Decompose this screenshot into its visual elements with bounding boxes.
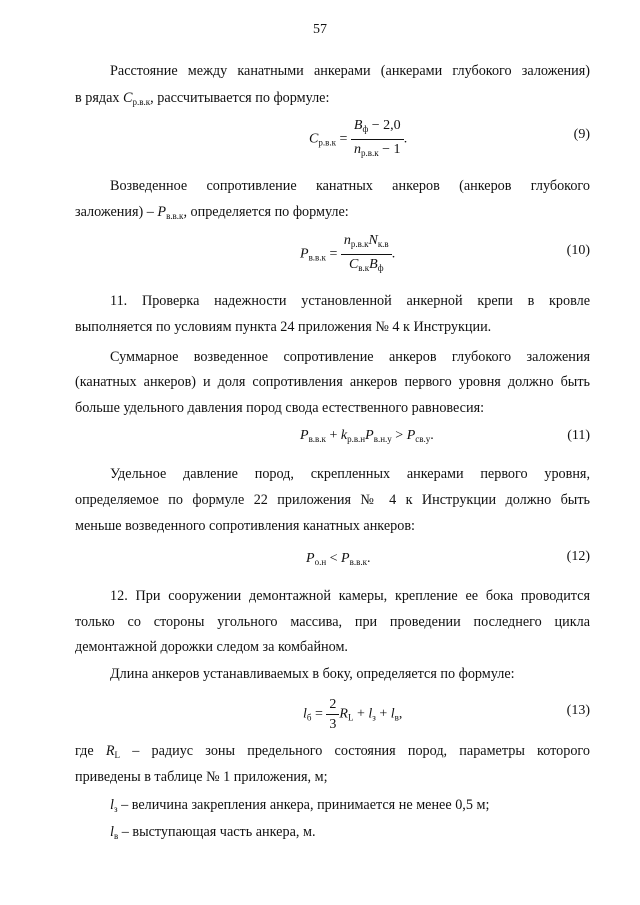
paragraph-4-line-2: (канатных анкеров) и доля сопротивления анкеров первого уровня должно быть: [75, 374, 590, 390]
equation-number-9: (9): [573, 127, 590, 142]
equation-12: $P_{о.н} < P_{в.в.к}$.: [306, 551, 371, 567]
paragraph-2-line-2: заложения) – $P_{в.в.к}$, определяется по формуле:: [75, 204, 349, 221]
definition-lv: $l_в$ – выступающая часть анкера, м.: [110, 824, 316, 841]
equation-number-12: (12): [566, 549, 590, 564]
paragraph-6-line-2: только со стороны угольного массива, при проведении последнего цикла: [75, 614, 590, 630]
paragraph-3-line-2: выполняется по условиям пункта 24 приложения № 4 к Инструкции.: [75, 319, 492, 335]
paragraph-6-line-1: 12. При сооружении демонтажной камеры, крепление ее бока проводится: [110, 588, 590, 604]
paragraph-8-line-2: приведены в таблице № 1 приложения, м;: [75, 769, 328, 785]
fraction: $\frac{2}{3}$: [326, 696, 339, 733]
paragraph-7-line-1: Длина анкеров устанавливаемых в боку, определяется по формуле:: [110, 666, 515, 682]
fraction: $\frac{n_{р.в.к}N_{к.в}}{C_{в.к}B_ф}$: [341, 232, 392, 277]
paragraph-2-line-1: Возведенное сопротивление канатных анкеров (анкеров глубокого: [110, 178, 590, 194]
paragraph-1-line-1: Расстояние между канатными анкерами (анкерами глубокого заложения): [110, 63, 590, 79]
paragraph-5-line-3: меньше возведенного сопротивления канатных анкеров:: [75, 518, 415, 534]
equation-13: $l_б$ = $\frac{2}{3}$ $R_L + l_з + l_в$,: [303, 697, 403, 732]
paragraph-8-line-1: где $R_L$ – радиус зоны предельного состояния пород, параметры которого: [75, 743, 590, 760]
paragraph-1-line-2: в рядах $C_{р.в.к}$, рассчитывается по формуле:: [75, 90, 330, 107]
paragraph-4-line-3: больше удельного давления пород свода естественного равновесия:: [75, 400, 485, 416]
equation-number-13: (13): [566, 703, 590, 718]
equation-10: $P_{в.в.к}$ = $\frac{n_{р.в.к}N_{к.в}}{C_{в.к}B_ф}$ .: [300, 232, 395, 277]
equation-11: $P_{в.в.к} + k_{р.в.н}P_{в.н.у} > P_{св.у}$.: [300, 428, 434, 444]
paragraph-5-line-1: Удельное давление пород, скрепленных анкерами первого уровня,: [110, 466, 590, 482]
fraction: $\frac{B_ф - 2,0}{n_{р.в.к} - 1}$: [351, 117, 404, 162]
equation-number-11: (11): [567, 428, 590, 443]
paragraph-5-line-2: определяемое по формуле 22 приложения № 4 к Инструкции должно быть: [75, 492, 590, 508]
page-number: 57: [313, 22, 327, 37]
equation-number-10: (10): [566, 243, 590, 258]
definition-lz: $l_з$ – величина закрепления анкера, принимается не менее 0,5 м;: [110, 797, 490, 814]
equation-9: $C_{р.в.к}$ = $\frac{B_ф - 2,0}{n_{р.в.к} - 1}$ .: [309, 117, 407, 162]
paragraph-6-line-3: демонтажной дорожки следом за комбайном.: [75, 639, 348, 655]
paragraph-3-line-1: 11. Проверка надежности установленной анкерной крепи в кровле: [110, 293, 590, 309]
paragraph-4-line-1: Суммарное возведенное сопротивление анкеров глубокого заложения: [110, 349, 590, 365]
